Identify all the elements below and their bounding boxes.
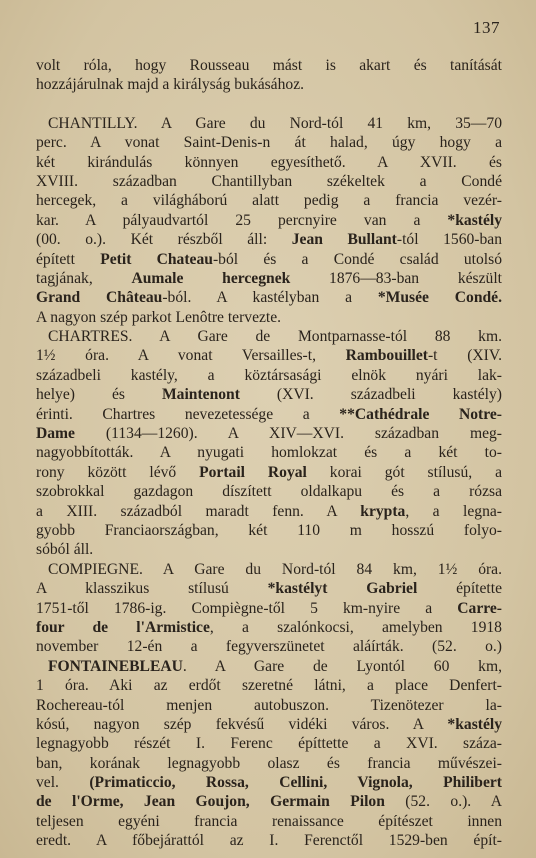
text-line [36,812,502,831]
text-line [36,502,502,521]
text-segment: teljesen egyéni francia renaissance építészet innen [36,812,502,830]
bold-text: *Musée Condé. [377,289,502,307]
text-segment: (1134—1260). A XIV—XVI. században meg- [74,425,502,443]
body-text [36,56,502,851]
text-segment: hozzájárulnak majd a királyság bukásához. [36,76,305,94]
text-segment: Rochereau-tól menjen autobuszon. Tizenötezer la- [36,696,502,714]
bold-text: krypta [360,502,406,520]
text-segment: CHANTILLY. A Gare du Nord-tól 41 km, 35—70 [48,114,502,132]
text-line [36,579,502,598]
text-segment: nagyobbították. A nyugati homlokzat és a két to- [36,444,502,462]
text-line [36,443,502,462]
text-line [36,133,502,152]
text-segment: szobrokkal gazdagon díszített oldalkapu és a rózsa [36,483,502,501]
bold-text: four de l'Armistice [36,618,210,636]
text-segment: CHARTRES. A Gare de Montparnasse-tól 88 km. [48,328,502,346]
text-segment: . A Gare de Lyontól 60 km, [182,657,502,675]
text-segment: -ból. A kastélyban a [162,289,378,307]
text-segment: vel. [36,774,90,792]
text-segment: rony között lévő [36,463,200,481]
bold-text: Dame [36,425,75,443]
text-segment: legnagyobb részét I. Ferenc építtette a XVI. száza- [36,735,502,753]
text-segment: épített [36,250,101,268]
text-line [36,211,502,230]
text-line [36,560,502,579]
text-line [36,792,502,811]
text-line [36,734,502,753]
bold-text: (Primaticcio, Rossa, Cellini, Vignola, Philibert [89,774,502,792]
text-line [36,114,502,133]
text-line [36,540,502,559]
text-segment: A klasszikus stílusú [36,580,268,598]
text-segment: perc. A vonat Saint-Denis-n át halad, úgy hogy a [36,134,502,152]
text-line [36,773,502,792]
text-line [36,308,502,327]
text-segment: (00. o.). Két részből áll: [36,231,292,249]
text-segment: érinti. Chartres nevezetessége a [36,405,340,423]
text-line [36,269,502,288]
text-segment: korai gót stílusú, a [306,463,502,481]
text-segment: -tól 1560-ban [396,231,502,249]
page-number: 137 [473,18,500,37]
text-segment: -t (XIV. [427,347,502,365]
bold-text: de l'Orme, Jean Goujon, Germain Pilon [36,793,385,811]
text-line [36,696,502,715]
bold-text: Grand Château [36,289,163,307]
text-segment: november 12-én a fegyverszünetet aláírták. (52. o.) [36,638,502,656]
text-line [36,191,502,210]
text-line [36,405,502,424]
text-segment: sóból áll. [36,541,94,559]
text-line [36,831,502,850]
text-segment: XVIII. században Chantillyban székeltek a Condé [36,172,502,190]
text-segment: gyobb Franciaországban, két 110 m hosszú folyo- [36,521,502,539]
text-line [36,424,502,443]
text-line [36,618,502,637]
paragraph-gap [36,95,502,114]
bold-text: Aumale hercegnek [131,269,291,287]
text-segment: századbeli kastély, a köztársasági elnök nyári lak- [36,366,502,384]
text-segment: kar. A pályaudvartól 25 percnyire van a [36,211,448,229]
text-line [36,56,502,75]
text-segment: építette [417,580,502,598]
text-line [36,230,502,249]
text-line [36,482,502,501]
text-line [36,327,502,346]
text-segment: -ból és a Condé család utolsó [212,250,502,268]
text-line [36,385,502,404]
bold-text: *kastélyt Gabriel [267,580,418,598]
bold-text: *kastély [447,211,502,229]
text-segment: (52. o.). A [384,793,502,811]
text-line [36,172,502,191]
bold-text: Jean Bullant [291,231,397,249]
text-segment: 1876—83-ban készült [290,269,502,287]
text-segment: 1751-től 1786-ig. Compiègne-től 5 km-nyire a [36,599,458,617]
bold-text: Rambouillet [345,347,428,365]
text-line [36,153,502,172]
text-line [36,754,502,773]
text-segment: , a szalónkocsi, amelyben 1918 [209,618,502,636]
text-segment: két kirándulás könnyen egyesíthető. A XVII. és [36,153,502,171]
text-segment: kósú, nagyon szép fekvésű vidéki város. A [36,715,448,733]
bold-text: **Cathédrale Notre- [339,405,502,423]
text-segment: volt róla, hogy Rousseau mást is akart és tanítását [36,57,502,74]
text-segment: tagjának, [36,269,132,287]
text-line [36,637,502,656]
text-line [36,715,502,734]
text-line [36,463,502,482]
text-segment: COMPIEGNE. A Gare du Nord-tól 84 km, 1½ óra. [48,560,502,578]
text-line [36,75,502,94]
text-segment: eredt. A főbejárattól az I. Ferenctől 1529-ben épít- [36,832,502,850]
text-segment: hercegek, a világháború alatt pedig a francia vezér- [36,192,502,210]
bold-text: Petit Chateau [100,250,213,268]
text-line [36,657,502,676]
text-segment: A nagyon szép parkot Lenôtre tervezte. [36,308,282,326]
text-line [36,346,502,365]
text-segment: (XVI. századbeli kastély) [239,386,502,404]
bold-text: Maintenont [161,386,240,404]
text-segment: 1½ óra. A vonat Versailles-t, [36,347,346,365]
text-line [36,366,502,385]
text-segment: a XIII. századból maradt fenn. A [36,502,361,520]
bold-text: *kastély [447,715,502,733]
bold-text: Carre- [457,599,502,617]
text-segment: helye) és [36,386,162,404]
text-line [36,676,502,695]
text-line [36,288,502,307]
text-line [36,250,502,269]
text-segment: , a legna- [405,502,503,520]
text-segment: 1 óra. Aki az erdőt szeretné látni, a place Denfert- [36,677,502,695]
text-line [36,521,502,540]
text-segment: ban, korának legnagyobb olasz és francia művészei- [36,754,502,772]
text-line [36,599,502,618]
bold-text: FONTAINEBLEAU [48,657,183,675]
bold-text: Portail Royal [199,463,307,481]
